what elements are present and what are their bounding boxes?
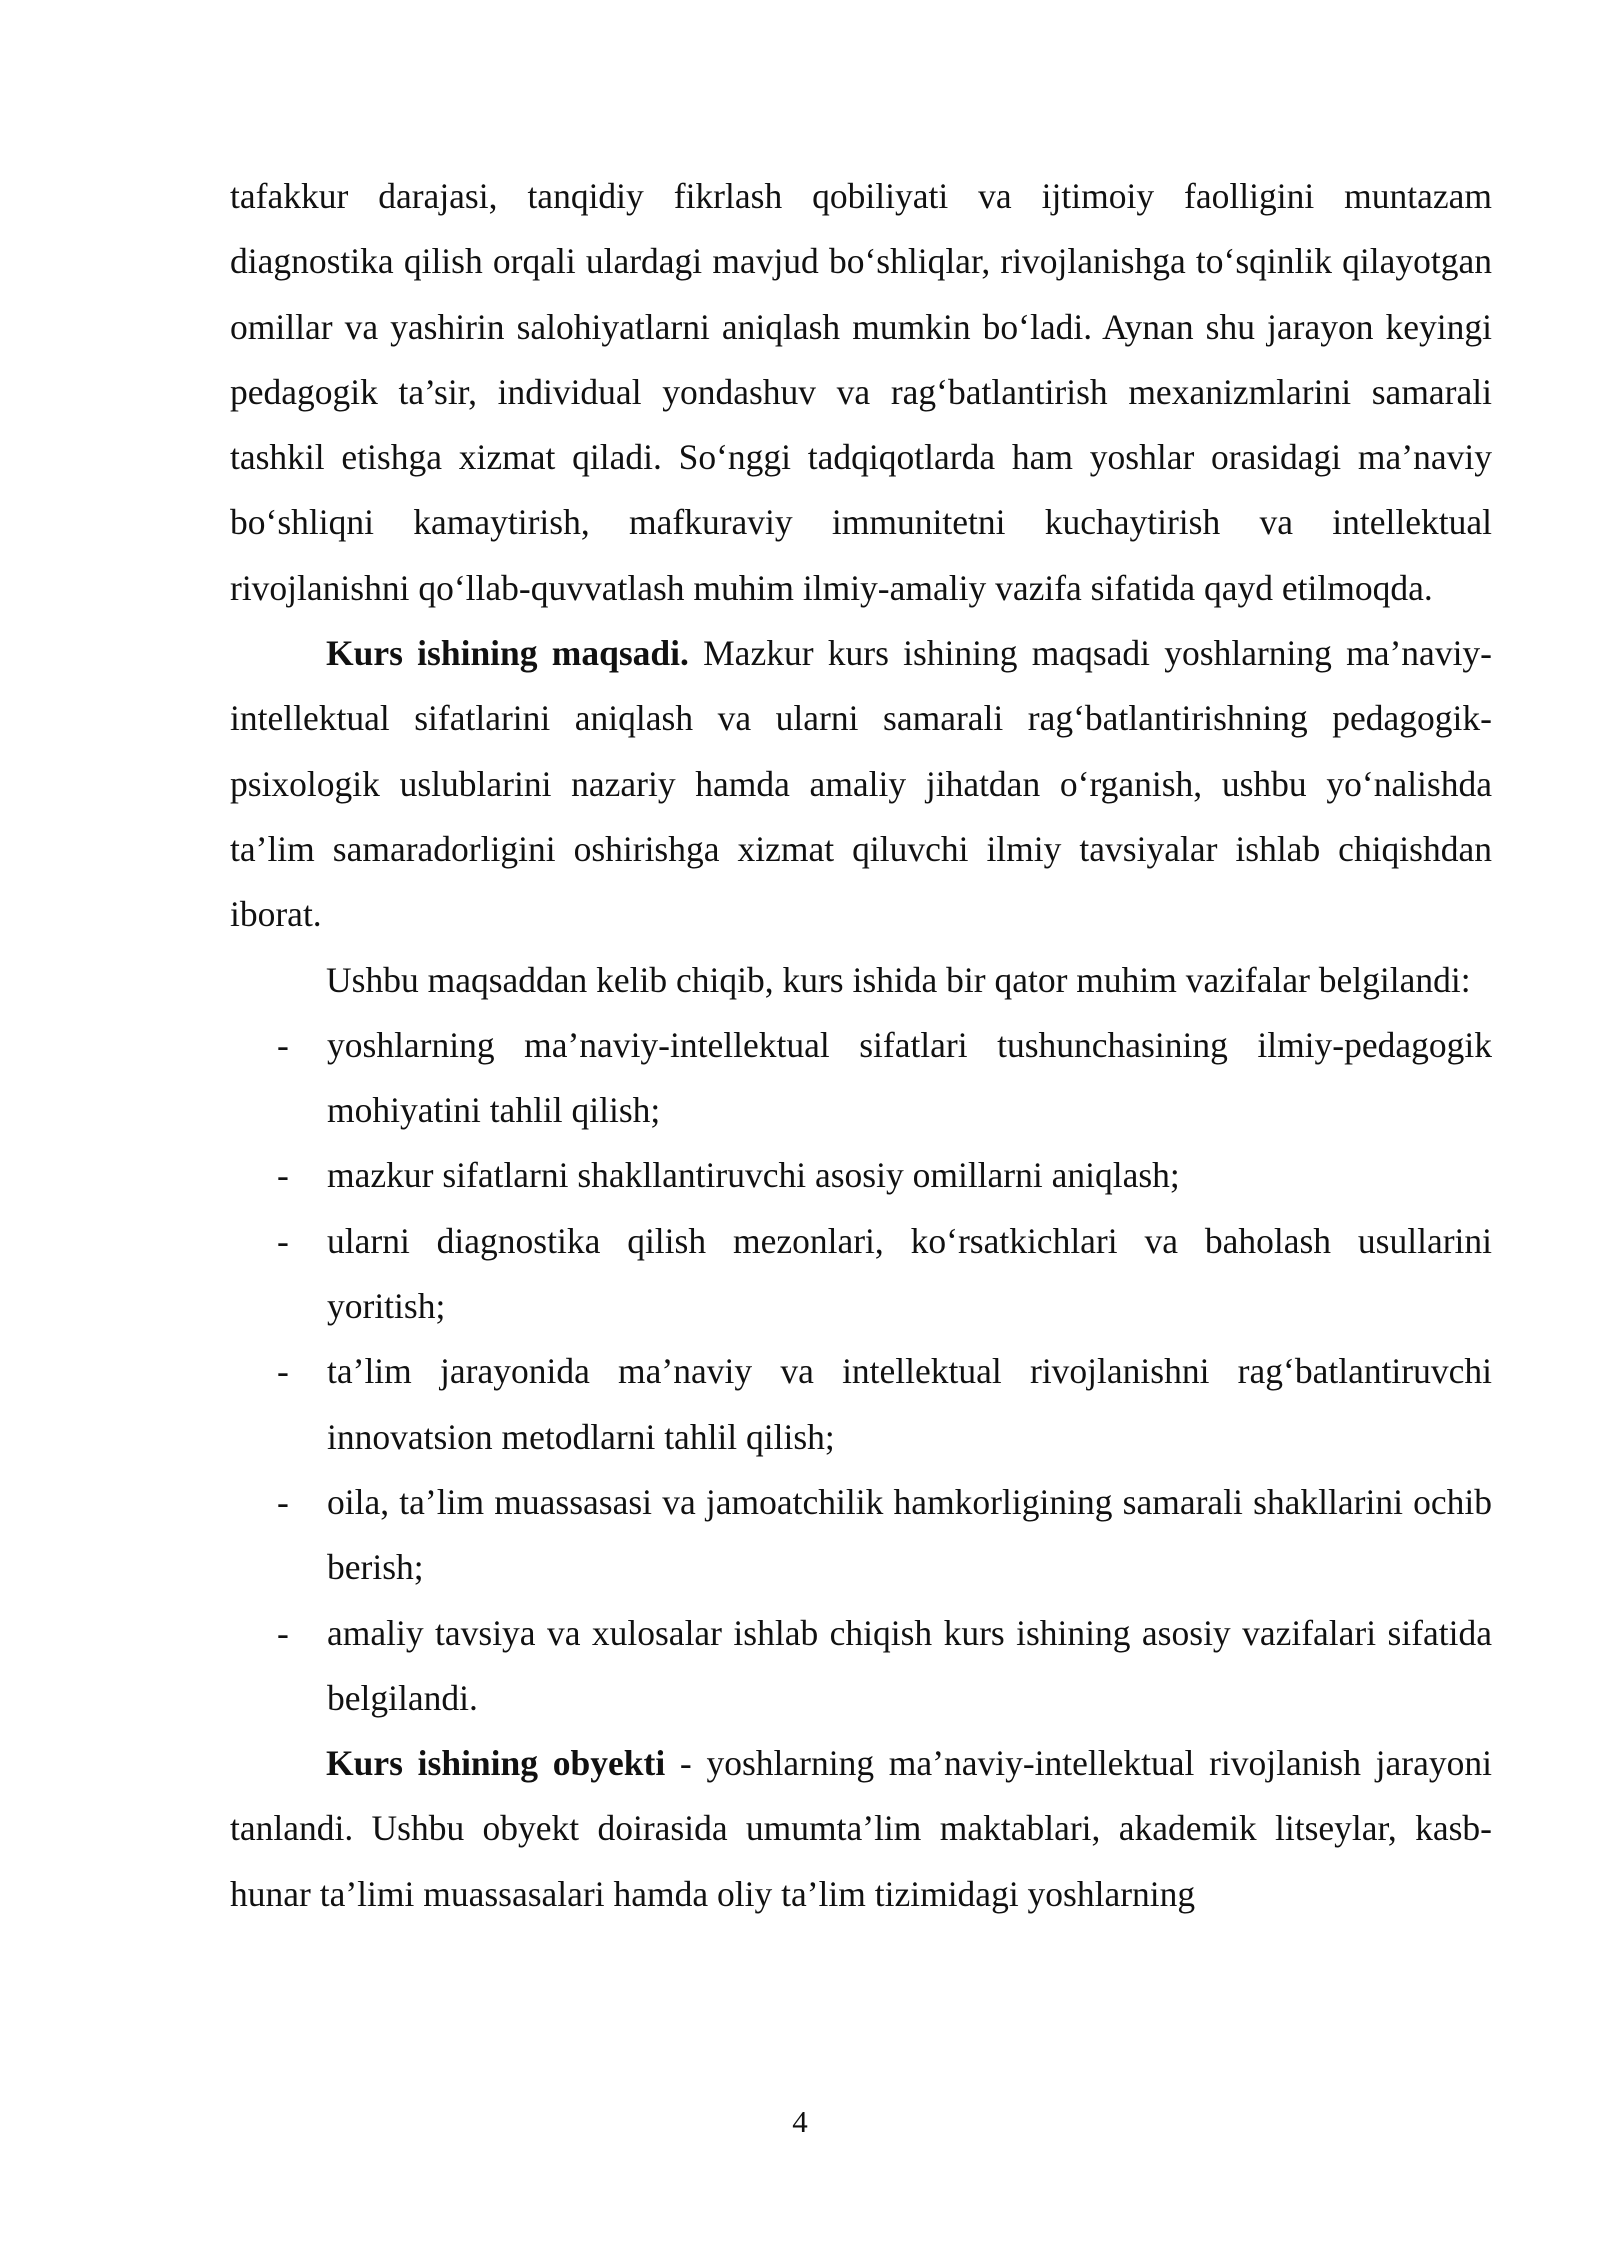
list-item	[230, 1209, 1492, 1340]
list-dash: -	[277, 1481, 289, 1522]
list-item	[230, 1013, 1492, 1144]
paragraph-intro: tafakkur darajasi, tanqidiy fikrlash qobiliyati va ijtimoiy faolligini muntazam diagnostika qilish orqali ulardagi mavjud bo‘shliqlar, rivojlanishga to‘sqinlik qilayotgan omillar va yashirin salohiyatlarni aniqlash mumkin bo‘ladi. Aynan shu jarayon keyingi pedagogik ta’sir, individual yondashuv va rag‘batlantirish mexanizmlarini samarali tashkil etishga xizmat qiladi. So‘nggi tadqiqotlarda ham yoshlar orasidagi ma’naviy bo‘shliqni kamaytirish, mafkuraviy immunitetni kuchaytirish va intellektual rivojlanishni qo‘llab-quvvatlash muhim ilmiy-amaliy vazifa sifatida qayd etilmoqda.	[230, 176, 1492, 608]
paragraph-goal	[230, 621, 1492, 947]
list-item-text: mazkur sifatlarni shakllantiruvchi asosiy omillarni aniqlash;	[327, 1155, 1180, 1196]
list-item-text: ta’lim jarayonida ma’naviy va intellektual rivojlanishni rag‘batlantiruvchi innovatsion metodlarni tahlil qilish;	[327, 1351, 1492, 1457]
goal-heading: Kurs ishining maqsadi.	[326, 633, 689, 674]
page-number: 4	[792, 2104, 808, 2139]
list-item	[230, 1339, 1492, 1470]
list-item-text: oila, ta’lim muassasasi va jamoatchilik hamkorligining samarali shakllarini ochib berish;	[327, 1481, 1492, 1588]
task-list	[230, 1013, 1492, 1731]
list-item	[230, 1601, 1492, 1732]
list-item-text: ularni diagnostika qilish mezonlari, ko‘rsatkichlari va baholash usullarini yoritish;	[327, 1220, 1492, 1327]
goal-text: Mazkur kurs ishining maqsadi yoshlarning ma’naviy-intellektual sifatlarini aniqlash va ularni samarali rag‘batlantirishning pedagogik-psixologik uslublarini nazariy hamda amaliy jihatdan o‘rganish, ushbu yo‘nalishda ta’lim samaradorligini oshirishga xizmat qiluvchi ilmiy tavsiyalar ishlab chiqishdan iborat.	[230, 633, 1492, 935]
object-heading: Kurs ishining obyekti	[326, 1743, 666, 1784]
list-dash: -	[277, 1220, 289, 1261]
list-item	[230, 1470, 1492, 1601]
list-dash: -	[277, 1612, 289, 1653]
list-item-text: yoshlarning ma’naviy-intellektual sifatlari tushunchasining ilmiy-pedagogik mohiyatini tahlil qilish;	[327, 1024, 1492, 1131]
list-dash: -	[277, 1024, 289, 1065]
list-item-text: amaliy tavsiya va xulosalar ishlab chiqish kurs ishining asosiy vazifalari sifatida belgilandi.	[327, 1612, 1492, 1718]
list-dash: -	[277, 1155, 289, 1196]
list-dash: -	[277, 1351, 289, 1392]
list-item	[230, 1143, 1492, 1208]
paragraph-tasks-intro: Ushbu maqsaddan kelib chiqib, kurs ishida bir qator muhim vazifalar belgilandi:	[326, 959, 1471, 1000]
object-text: - yoshlarning ma’naviy-intellektual rivojlanish jarayoni tanlandi. Ushbu obyekt doirasida umumta’lim maktablari, akademik litseylar, kasb-hunar ta’limi muassasalari hamda oliy ta’lim tizimidagi yoshlarning	[230, 1743, 1492, 1914]
paragraph-object	[230, 1731, 1492, 1927]
page-body	[230, 164, 1492, 1927]
